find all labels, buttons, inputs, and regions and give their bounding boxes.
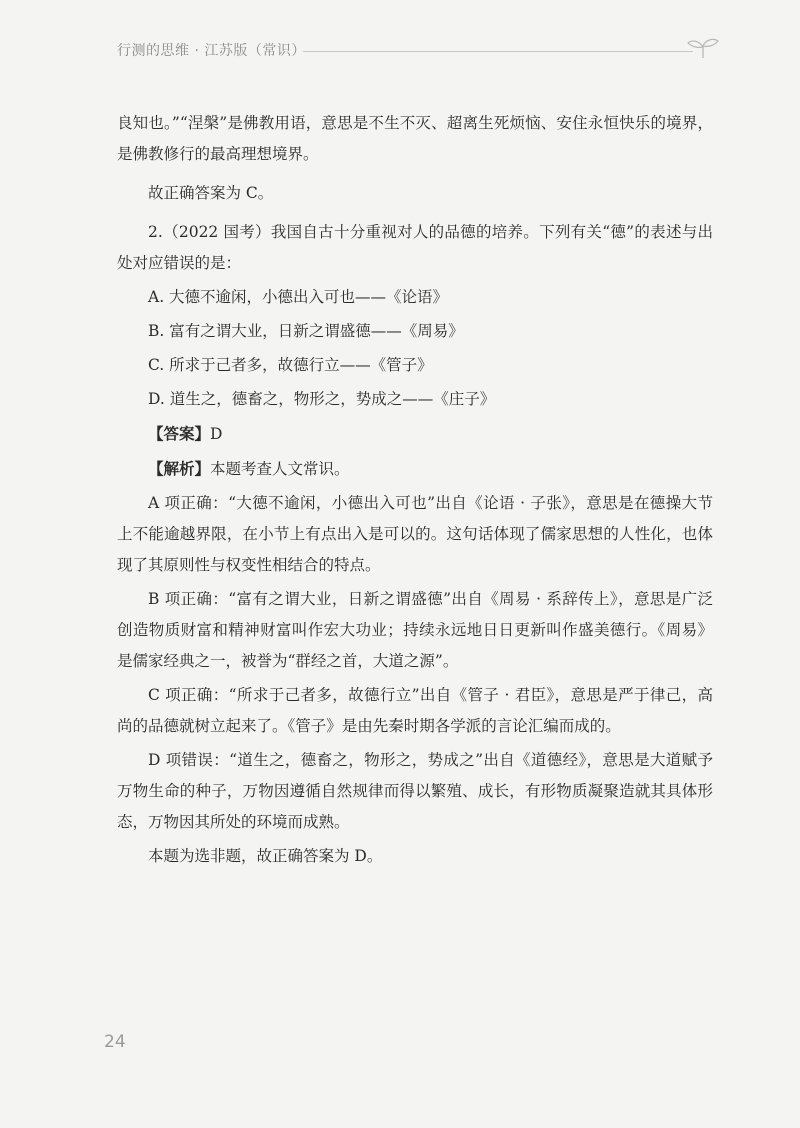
paragraph-answer-c: 故正确答案为 C。 <box>148 184 274 202</box>
analysis-a: A 项正确：“大德不逾闲，小德出入可也”出自《论语 · 子张》，意思是在德操大节上不能逾越界限，在小节上有点出入是可以的。这句话体现了儒家思想的人性化，也体现了其原则性与权变性相结合的特点。 <box>117 494 713 574</box>
option-a: A. 大德不逾闲，小德出入可也——《论语》 <box>148 288 449 306</box>
paragraph-continuation: 良知也。”“涅槃”是佛教用语，意思是不生不灭、超离生死烦恼、安住永恒快乐的境界，是佛教修行的最高理想境界。 <box>117 114 713 163</box>
analysis-label: 【解析】 <box>148 459 211 478</box>
analysis-d: D 项错误：“道生之，德畜之，物形之，势成之”出自《道德经》，意思是大道赋予万物生命的种子，万物因遵循自然规律而得以繁殖、成长，有形物质凝聚造就其具体形态，万物因其所处的环境而成熟。 <box>117 751 713 831</box>
header-rule <box>303 51 693 52</box>
analysis-b: B 项正确：“富有之谓大业，日新之谓盛德”出自《周易 · 系辞传上》，意思是广泛创造物质财富和精神财富叫作宏大功业；持续永远地日日更新叫作盛美德行。《周易》是儒家经典之一，被誉为“群经之首，大道之源”。 <box>117 590 713 670</box>
conclusion: 本题为选非题，故正确答案为 D。 <box>148 847 383 865</box>
analysis-c: C 项正确：“所求于己者多，故德行立”出自《管子 · 君臣》，意思是严于律己，高尚的品德就树立起来了。《管子》是由先秦时期各学派的言论汇编而成的。 <box>117 686 713 735</box>
option-b: B. 富有之谓大业，日新之谓盛德——《周易》 <box>148 322 464 340</box>
sprout-icon <box>685 36 721 60</box>
answer-line <box>117 418 713 450</box>
option-d: D. 道生之，德畜之，物形之，势成之——《庄子》 <box>148 390 496 408</box>
answer-label: 【答案】 <box>148 424 211 443</box>
page-number: 24 <box>104 1032 126 1052</box>
answer-value: D <box>210 425 223 443</box>
running-header-title: 行测的思维 · 江苏版（常识） <box>117 43 306 59</box>
question-2-stem: 2.（2022 国考）我国自古十分重视对人的品德的培养。下列有关“德”的表述与出处对应错误的是： <box>117 223 713 272</box>
analysis-line <box>117 453 713 485</box>
running-header <box>117 36 717 66</box>
page-body <box>117 108 713 875</box>
option-c: C. 所求于己者多，故德行立——《管子》 <box>148 356 433 374</box>
analysis-intro: 本题考查人文常识。 <box>210 460 350 478</box>
